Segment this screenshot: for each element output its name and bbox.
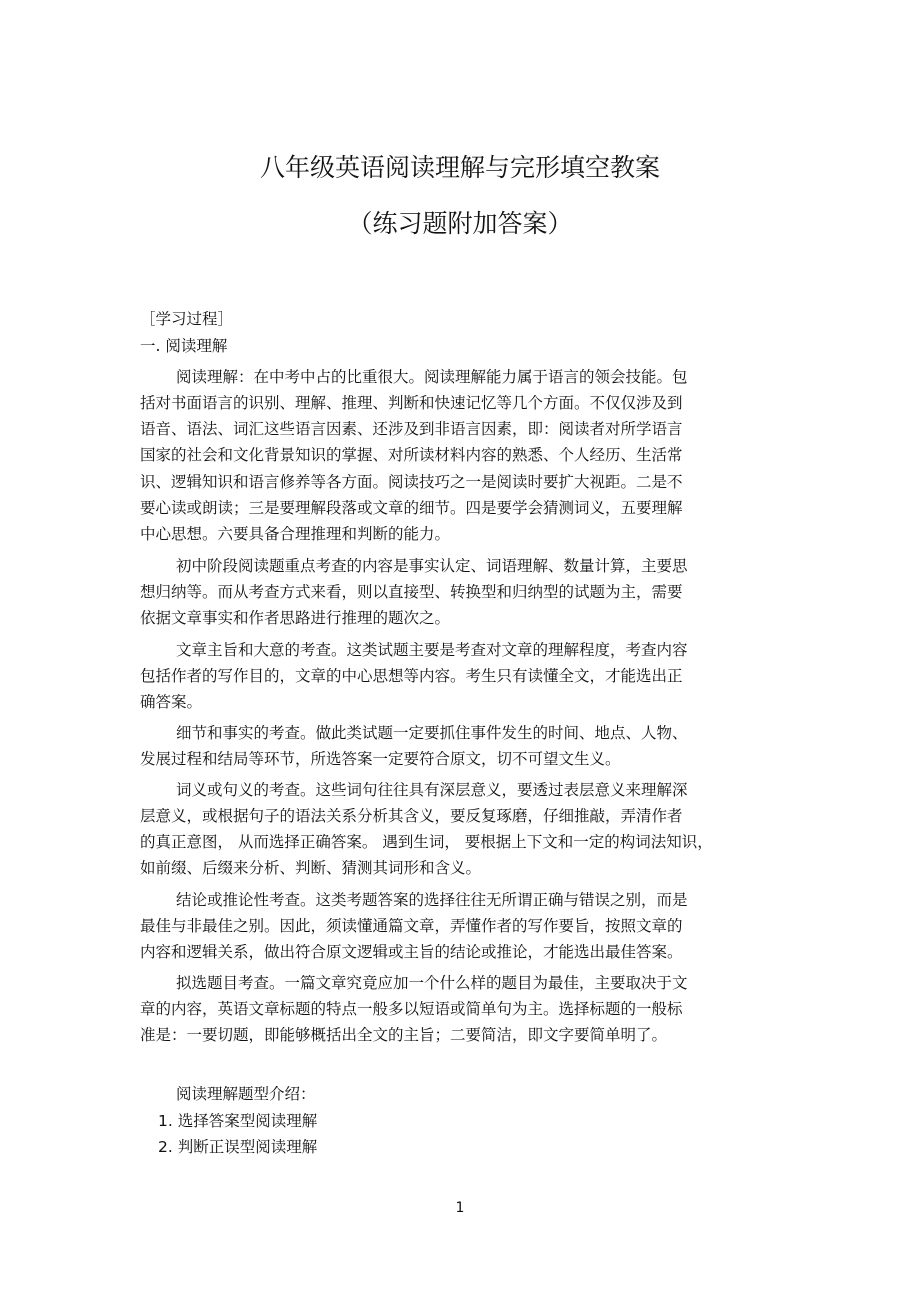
text-line: 语音、语法、词汇这些语言因素、还涉及到非语言因素，即：阅读者对所学语言 <box>140 420 683 438</box>
text-line: 层意义，或根据句子的语法关系分析其含义，要反复琢磨，仔细推敲，弄清作者 <box>140 807 683 825</box>
list-item <box>158 1137 317 1157</box>
list-text: 判断正误型阅读理解 <box>177 1138 318 1156</box>
text-line: 包括作者的写作目的，文章的中心思想等内容。考生只有读懂全文，才能选出正 <box>140 667 683 685</box>
text-line: 的真正意图， 从而选择正确答案。 遇到生词， 要根据上下文和一定的构词法知识， <box>140 833 713 851</box>
text-line: 准是：一要切题，即能够概括出全文的主旨；二要简洁，即文字要简单明了。 <box>140 1026 668 1044</box>
text-line: 发展过程和结局等环节，所选答案一定要符合原文，切不可望文生义。 <box>140 750 621 768</box>
text-line: 国家的社会和文化背景知识的掌握、对所读材料内容的熟悉、个人经历、生活常 <box>140 446 683 464</box>
text-line: 确答案。 <box>140 693 203 711</box>
list-number: 2. <box>158 1138 173 1156</box>
text-line: 拟选题目考查。一篇文章究竟应加一个什么样的题目为最佳，主要取决于文 <box>176 974 688 992</box>
text-line: 章的内容，英语文章标题的特点一般多以短语或简单句为主。选择标题的一般标 <box>140 1000 683 1018</box>
section-header: ［学习过程］ <box>140 310 234 328</box>
text-line: 括对书面语言的识别、理解、推理、判断和快速记忆等几个方面。不仅仅涉及到 <box>140 394 683 412</box>
text-line: 要心读或朗读；三是要理解段落或文章的细节。四是要学会猜测词义，五要理解 <box>140 499 683 517</box>
text-line: 识、逻辑知识和语言修养等各方面。阅读技巧之一是阅读时要扩大视距。二是不 <box>140 473 683 491</box>
text-line: 词义或句义的考查。这些词句往往具有深层意义，要透过表层意义来理解深 <box>176 781 688 799</box>
page-number: 1 <box>455 1200 465 1216</box>
list-number: 1. <box>158 1112 173 1130</box>
text-line: 中心思想。六要具备合理推理和判断的能力。 <box>140 525 451 543</box>
text-line: 细节和事实的考查。做此类试题一定要抓住事件发生的时间、地点、人物、 <box>176 724 688 742</box>
text-line: 最佳与非最佳之别。因此，须读懂通篇文章，弄懂作者的写作要旨，按照文章的 <box>140 917 683 935</box>
text-line: 初中阶段阅读题重点考查的内容是事实认定、词语理解、数量计算，主要思 <box>176 557 688 575</box>
text-line: 阅读理解：在中考中占的比重很大。阅读理解能力属于语言的领会技能。包 <box>176 368 688 386</box>
text-line: 想归纳等。而从考查方式来看，则以直接型、转换型和归纳型的试题为主，需要 <box>140 583 683 601</box>
list-text: 选择答案型阅读理解 <box>177 1112 318 1130</box>
types-intro: 阅读理解题型介绍： <box>176 1085 316 1103</box>
document-subtitle: （练习题附加答案） <box>347 209 573 238</box>
text-line: 内容和逻辑关系，做出符合原文逻辑或主旨的结论或推论，才能选出最佳答案。 <box>140 943 683 961</box>
list-item <box>158 1111 317 1131</box>
text-line: 文章主旨和大意的考查。这类试题主要是考查对文章的理解程度，考查内容 <box>176 641 688 659</box>
document-title: 八年级英语阅读理解与完形填空教案 <box>259 153 660 182</box>
text-line: 如前缀、后缀来分析、判断、猜测其词形和含义。 <box>140 859 482 877</box>
heading-reading: 一. 阅读理解 <box>140 337 228 355</box>
text-line: 结论或推论性考查。这类考题答案的选择往往无所谓正确与错误之别，而是 <box>176 891 688 909</box>
text-line: 依据文章事实和作者思路进行推理的题次之。 <box>140 609 451 627</box>
